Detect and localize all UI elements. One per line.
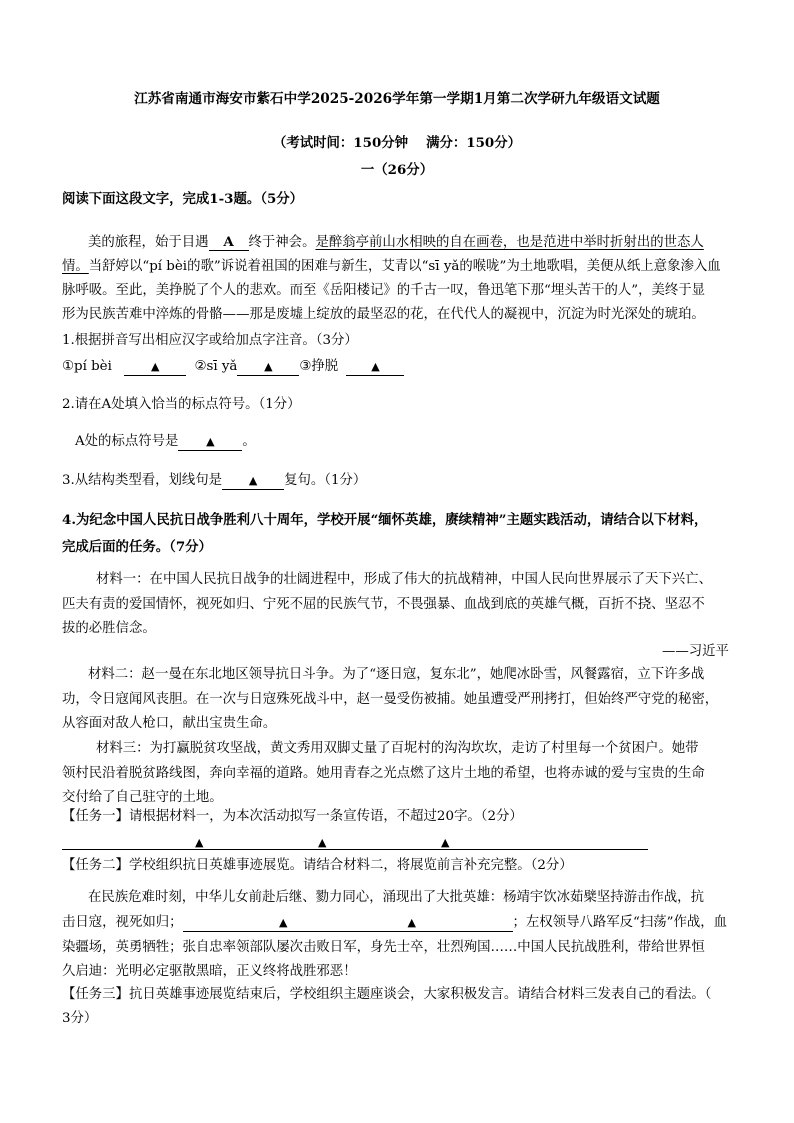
material-2-line-2: 功，令日寇闻风丧胆。在一次与日寇殊死战斗中，赵一曼受伤被捕。她虽遭受严刑拷打，但始终严守党的秘密， (62, 692, 719, 707)
q2-answer-label: A处的标点符号是 (75, 434, 179, 449)
q3-stem: 3.从结构类型看，划线句是 (62, 473, 223, 488)
q2-answer-blank[interactable] (178, 434, 242, 451)
task-3-prompt-line-2: 3分） (62, 1011, 98, 1026)
answer-mark: ▲ (279, 916, 288, 929)
material-1-author: ——习近平 (662, 644, 729, 659)
material-3-line-3: 交付给了自己驻守的土地。 (62, 790, 223, 805)
exam-title: 江苏省南通市海安市紫石中学2025-2026学年第一学期1月第二次学研九年级语文试题 (134, 91, 660, 107)
question-1-items (62, 357, 404, 377)
task-2-line-4: 久启迪：光明必定驱散黑暗，正义终将战胜邪恶！ (62, 964, 357, 979)
task-1-prompt: 【任务一】请根据材料一，为本次活动拟写一条宣传语，不超过20字。（2分） (62, 809, 523, 824)
passage-line-1 (88, 233, 704, 253)
task-2-text: 击日寇，视死如归； (62, 915, 183, 930)
question-1-stem: 1.根据拼音写出相应汉字或给加点字注音。（3分） (62, 333, 358, 348)
passage-text: 当舒婷以“pí bèi的歌”诉说着祖国的困难与新生，艾青以“sī yǎ的喉咙”为土地歌唱，美便从纸上意象渗入血 (88, 259, 721, 274)
material-2-line-1: 材料二：赵一曼在东北地区领导抗日斗争。为了“逐日寇，复东北”，她爬冰卧雪，风餐露宿，立下许多战 (88, 667, 705, 682)
answer-mark: ▲ (150, 360, 160, 373)
answer-mark: ▲ (407, 916, 416, 929)
material-1-line-3: 拔的必胜信念。 (62, 621, 156, 636)
q1-item-2: ②sī yǎ (194, 359, 238, 374)
answer-mark: ▲ (441, 836, 450, 849)
answer-mark: ▲ (248, 474, 258, 487)
passage-line-3: 脉呼吸。至此，美挣脱了个人的悲欢。而至《岳阳楼记》的千古一叹，鲁迅笔下那“埋头苦干的人”，美终于显 (62, 283, 706, 298)
answer-mark: ▲ (206, 435, 215, 448)
passage-text: 美的旅程，始于目遇 (88, 235, 209, 250)
passage-line-2 (62, 257, 721, 277)
q1-item-1: ①pí bèi (62, 359, 112, 374)
task-2-answer-blank[interactable] (183, 915, 513, 932)
task-2-line-2 (62, 913, 727, 933)
material-2-line-3: 从容面对敌人枪口，献出宝贵生命。 (62, 716, 277, 731)
reading-intro: 阅读下面这段文字，完成1-3题。（5分） (62, 191, 304, 207)
task-2-prompt: 【任务二】学校组织抗日英雄事迹展览。请结合材料二，将展览前言补充完整。（2分） (62, 858, 573, 873)
blank-a: A (209, 234, 249, 251)
task-2-line-3: 染疆场，英勇牺牲；张自忠率领部队屡次击败日军，身先士卒，壮烈殉国……中国人民抗战胜利，带给世界恒 (62, 940, 705, 955)
section-heading: 一（26分） (360, 162, 434, 178)
task-2-text: ；左权领导八路军反“扫荡”作战，血 (512, 915, 728, 930)
underlined-sentence-end: 情。 (62, 259, 89, 274)
passage-text: 终于神会。 (248, 235, 316, 250)
task-1-answer-line[interactable] (62, 849, 648, 850)
material-3-line-2: 领村民沿着脱贫路线图，奔向幸福的道路。她用青春之光点燃了这片土地的希望，也将赤诚的爱与宝贵的生命 (62, 766, 705, 781)
q1-answer-blank-2[interactable] (237, 359, 299, 376)
passage-line-4: 形为民族苦难中淬炼的骨骼——那是废墟上绽放的最坚忍的花，在代代人的凝视中，沉淀为时光深处的琥珀。 (62, 307, 705, 322)
task-2-line-1: 在民族危难时刻，中华儿女前赴后继、勠力同心，涌现出了大批英雄：杨靖宇饮冰茹檗坚持游击作战，抗 (88, 890, 704, 905)
question-4-stem-1: 4.为纪念中国人民抗日战争胜利八十周年，学校开展“缅怀英雄，赓续精神”主题实践活动，请结合以下材料， (62, 512, 708, 528)
q3-answer-blank[interactable] (222, 473, 284, 490)
material-1-line-2: 匹夫有责的爱国情怀，视死如归、宁死不屈的民族气节，不畏强暴、血战到底的英雄气概，百折不挠、坚忍不 (62, 597, 705, 612)
answer-mark: ▲ (371, 360, 380, 373)
task-3-prompt-line-1: 【任务三】抗日英雄事迹展览结束后，学校组织主题座谈会，大家积极发言。请结合材料三发表自己的看法。（ (62, 987, 712, 1002)
q1-answer-blank-1[interactable] (124, 359, 186, 376)
material-1-line-1: 材料一：在中国人民抗日战争的壮阔进程中，形成了伟大的抗战精神，中国人民向世界展示了天下兴亡、 (96, 572, 712, 587)
answer-mark: ▲ (195, 836, 204, 849)
question-3 (62, 471, 366, 491)
q3-stem-end: 复句。（1分） (284, 473, 367, 488)
answer-mark: ▲ (318, 836, 327, 849)
question-4-stem-2: 完成后面的任务。（7分） (62, 539, 212, 555)
question-2-answer (75, 432, 256, 452)
answer-mark: ▲ (264, 360, 273, 373)
q1-item-3: ③挣脱 (299, 359, 339, 374)
exam-info: （考试时间：150分钟 满分：150分） (272, 135, 522, 151)
underlined-sentence: 是醉翁亭前山水相映的自在画卷，也是范进中举时折射出的世态人 (315, 235, 704, 250)
q1-answer-blank-3[interactable] (346, 359, 404, 376)
q2-answer-end: 。 (242, 434, 256, 449)
question-2-stem: 2.请在A处填入恰当的标点符号。（1分） (62, 397, 301, 412)
material-3-line-1: 材料三：为打赢脱贫攻坚战，黄文秀用双脚丈量了百坭村的沟沟坎坎，走访了村里每一个贫困户。她带 (96, 741, 699, 756)
